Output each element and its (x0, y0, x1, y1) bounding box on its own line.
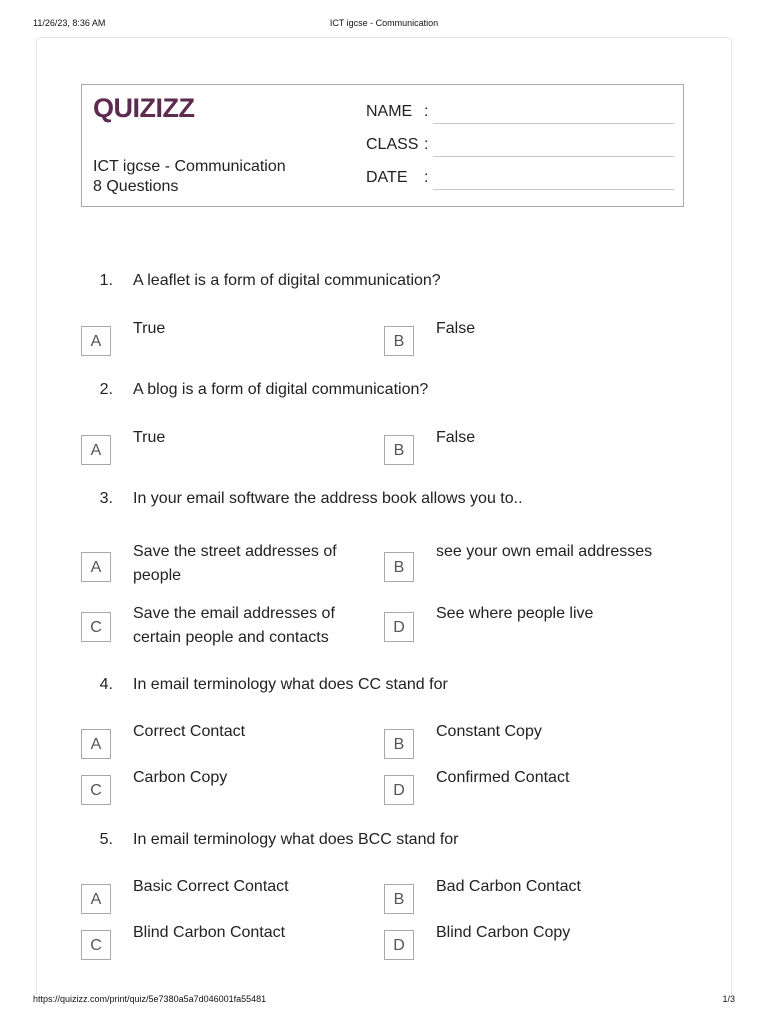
option-letter[interactable]: A (81, 435, 111, 465)
name-line[interactable] (433, 123, 674, 124)
option-text: True (133, 429, 166, 446)
option-text: Blind Carbon Contact (133, 924, 286, 941)
question-number: 5. (99, 831, 113, 848)
option-letter[interactable]: A (81, 326, 111, 356)
class-label: CLASS (366, 136, 419, 153)
quizizz-logo: QUIZIZZ (93, 93, 195, 123)
print-timestamp: 11/26/23, 8:36 AM (33, 18, 106, 28)
name-field (366, 103, 674, 125)
option-text: Basic Correct Contact (133, 878, 289, 895)
question-number: 2. (99, 381, 113, 398)
option-text: Constant Copy (436, 723, 542, 740)
date-field (366, 169, 674, 191)
option-text: Carbon Copy (133, 769, 228, 786)
print-page-title: ICT igcse - Communication (329, 18, 439, 28)
option-letter[interactable]: B (384, 552, 414, 582)
option-text: Correct Contact (133, 723, 246, 740)
date-line[interactable] (433, 189, 674, 190)
page-number: 1/3 (722, 994, 735, 1004)
date-colon: : (424, 169, 429, 186)
question-text: In email terminology what does CC stand for (133, 676, 448, 693)
option-text: see your own email addresses (436, 543, 653, 560)
option-text: Blind Carbon Copy (436, 924, 571, 941)
option-text: Save the street addresses of people (133, 543, 337, 584)
question-number: 4. (99, 676, 113, 693)
print-footer (33, 994, 735, 1008)
question-text: In email terminology what does BCC stand for (133, 831, 459, 848)
option-letter[interactable]: B (384, 729, 414, 759)
print-header (33, 18, 735, 32)
name-label: NAME (366, 103, 413, 120)
question-number: 1. (99, 272, 113, 289)
quiz-title: ICT igcse - Communication (93, 158, 286, 175)
question-count: 8 Questions (93, 178, 179, 195)
option-letter[interactable]: C (81, 612, 111, 642)
option-letter[interactable]: D (384, 930, 414, 960)
option-text: Bad Carbon Contact (436, 878, 581, 895)
option-letter[interactable]: D (384, 775, 414, 805)
class-colon: : (424, 136, 429, 153)
quiz-info-box (81, 84, 684, 207)
option-text: Save the email addresses of certain people and contacts (133, 605, 335, 646)
option-text: False (436, 429, 476, 446)
option-text: Confirmed Contact (436, 769, 570, 786)
class-field (366, 136, 674, 158)
option-letter[interactable]: A (81, 729, 111, 759)
question-text: In your email software the address book allows you to.. (133, 490, 523, 507)
option-text: False (436, 320, 476, 337)
question-number: 3. (99, 490, 113, 507)
option-letter[interactable]: C (81, 930, 111, 960)
option-letter[interactable]: A (81, 552, 111, 582)
option-letter[interactable]: B (384, 326, 414, 356)
class-line[interactable] (433, 156, 674, 157)
option-letter[interactable]: B (384, 435, 414, 465)
option-letter[interactable]: A (81, 884, 111, 914)
print-url: https://quizizz.com/print/quiz/5e7380a5a7d046001fa55481 (33, 994, 267, 1004)
option-text: See where people live (436, 605, 594, 622)
date-label: DATE (366, 169, 408, 186)
question-text: A blog is a form of digital communication? (133, 381, 429, 398)
name-colon: : (424, 103, 429, 120)
option-text: True (133, 320, 166, 337)
option-letter[interactable]: B (384, 884, 414, 914)
option-letter[interactable]: C (81, 775, 111, 805)
question-text: A leaflet is a form of digital communication? (133, 272, 441, 289)
option-letter[interactable]: D (384, 612, 414, 642)
